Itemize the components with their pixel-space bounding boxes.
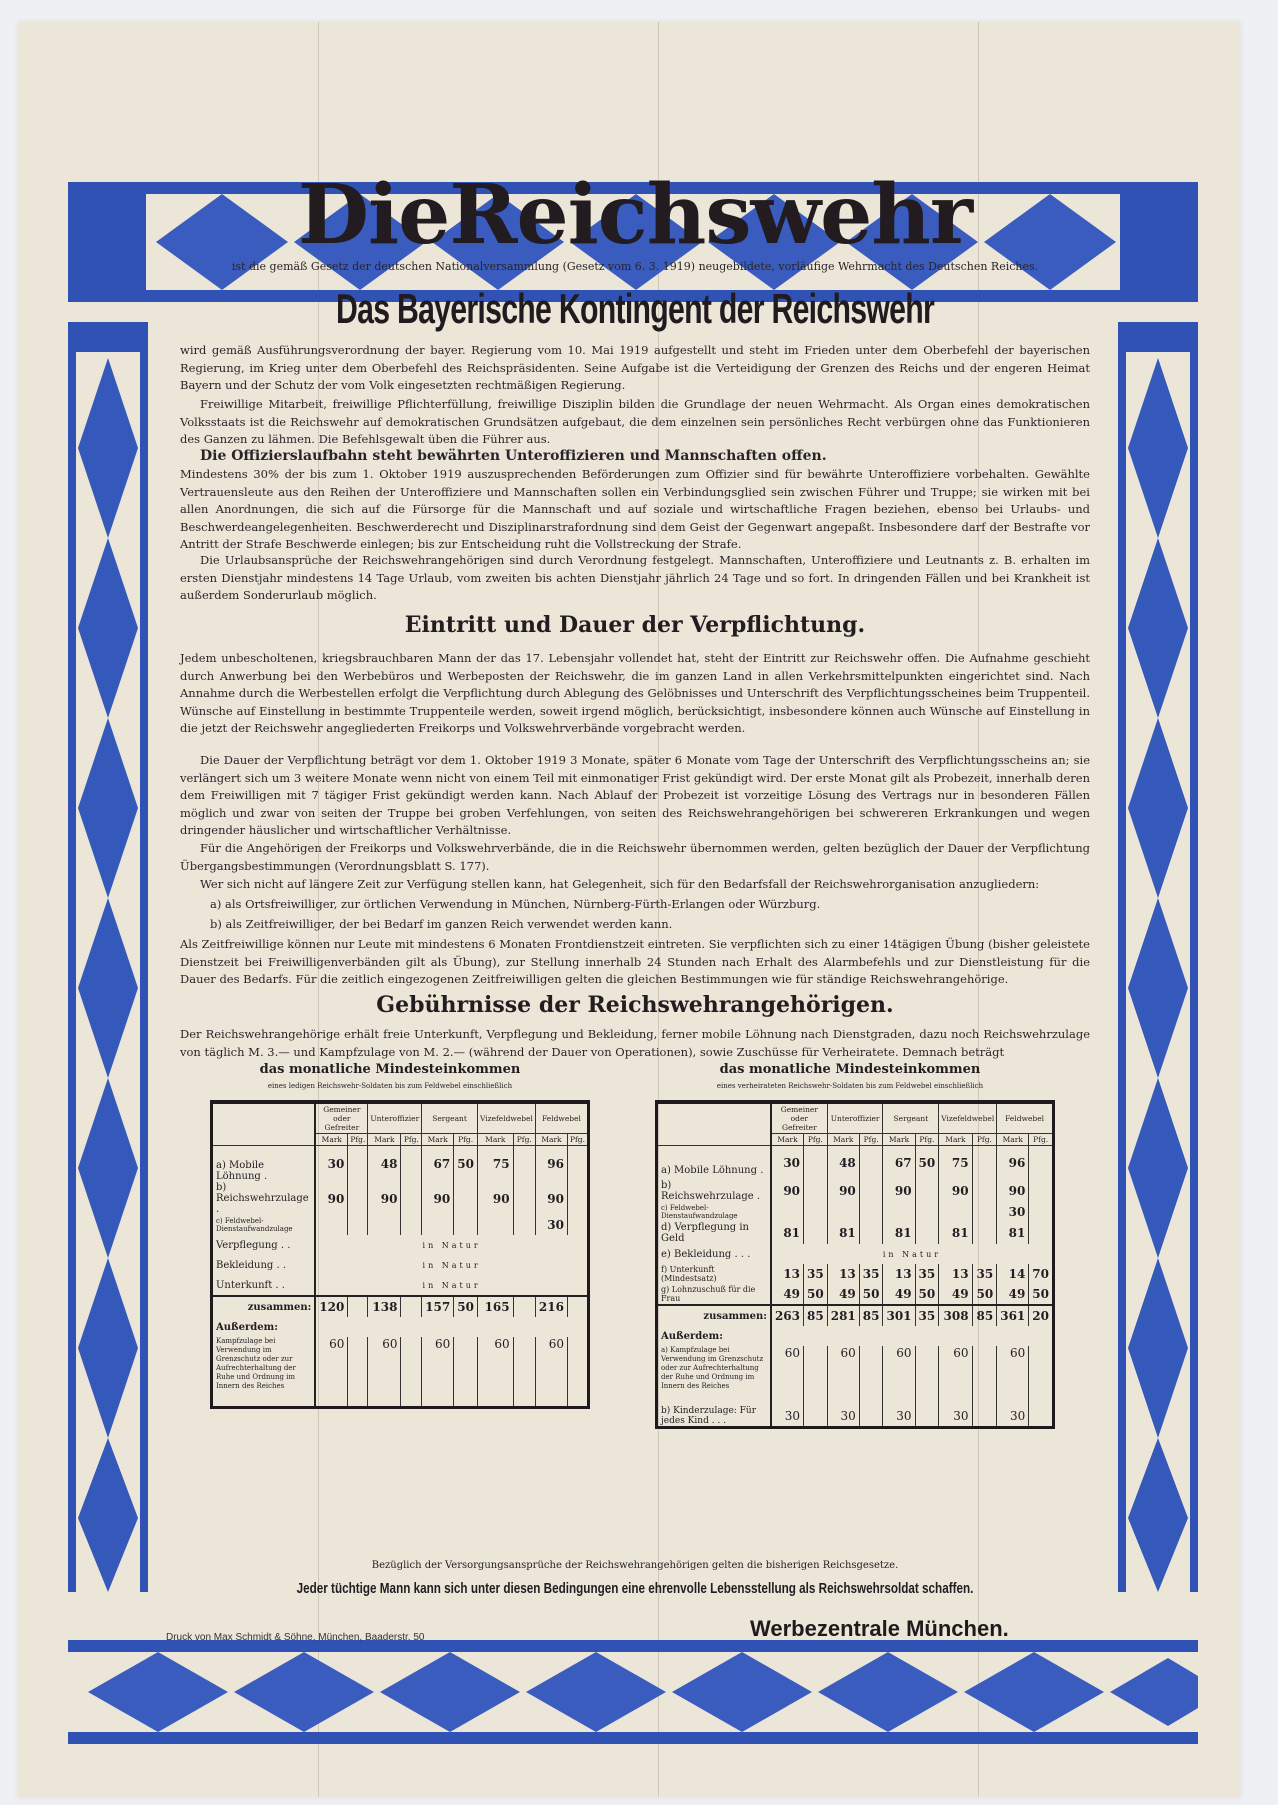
table-row: c) Feldwebel-Dienstaufwandzulage 30 [212, 1215, 589, 1235]
publisher-name: Werbezentrale München. [750, 1616, 1009, 1641]
table-row: Verpflegung . . in Natur [212, 1235, 589, 1255]
married-table-subtitle: eines verheirateten Reichswehr-Soldaten bis zum Feldwebel einschließlich [716, 1082, 984, 1090]
single-soldier-pay-table: Gemeiner oder Gefreiter Unteroffizier Sergeant Vizefeldwebel Feldwebel Mark Pfg. Mark Pfg. Mark Pfg. Mark Pfg. Mark Pfg. a) Mobile Löhnung . 30 48 67 50 75 96 b) Reichswehrzulage . 90 90 90 90 90 c) Feldwebel-Dienstaufwandzulage 30 Verpflegung . . in Natur Bekleidung . . in Natur Unterkunft . . in Natur zusammen: 120 138 157 50 165 216 Außerdem: Kampfzulage bei Verwendung im Grenzschutz oder zur Aufrechterhaltung der Ruhe und Ordnung im Innern des Reiches 60 60 60 60 60 [210, 1100, 590, 1409]
closing-slogan: Jeder tüchtige Mann kann sich unter diesen Bedingungen eine ehrenvolle Lebensstellung als Reichswehrsoldat schaffen. [296, 1580, 974, 1597]
table-row: b) Kinderzulage: Für jedes Kind . . . 30 30 30 30 30 [657, 1406, 1054, 1428]
section-heading-pay: Gebührnisse der Reichswehrangehörigen. [376, 992, 894, 1018]
pension-note: Bezüglich der Versorgungsansprüche der Reichswehrangehörigen gelten die bisherigen Reichsgesetze. [371, 1560, 899, 1571]
section-heading-entry: Eintritt und Dauer der Verpflichtung. [404, 612, 866, 638]
diamond-column-icon [68, 322, 148, 1592]
freiwillig-paragraph: Freiwillige Mitarbeit, freiwillige Pflichterfüllung, freiwillige Disziplin bilden die Grundlage der neuen Wehrmacht. Als Organ eines demokratischen Volksstaats ist die Reichswehr auf demokratischen Grundsätzen aufgebaut, die dem einzelnen sein persönliches Recht verbürgen ohne das Funktionieren des Ganzen zu lähmen. Die Befehlsgewalt üben die Führer aus. [180, 397, 1090, 446]
table-row: Kampfzulage bei Verwendung im Grenzschutz oder zur Aufrechterhaltung der Ruhe und Ordnung im Innern des Reiches 60 60 60 60 60 [212, 1337, 589, 1407]
poster-title: DieReichswehr [297, 167, 973, 263]
table-row: g) Lohnzuschuß für die Frau 49 50 49 50 49 50 49 50 49 50 [657, 1284, 1054, 1305]
left-border-band [68, 322, 148, 1592]
table-row: f) Unterkunft (Mindestsatz) 13 35 13 35 13 35 13 35 14 70 [657, 1264, 1054, 1284]
table-row: b) Reichswehrzulage . 90 90 90 90 90 [657, 1180, 1054, 1202]
table-row: b) Reichswehrzulage . 90 90 90 90 90 [212, 1182, 589, 1215]
single-table-title: das monatliche Mindesteinkommen [259, 1062, 521, 1077]
table-row: d) Verpflegung in Geld 81 81 81 81 81 [657, 1222, 1054, 1244]
freikorps-paragraph: Für die Angehörigen der Freikorps und Volkswehrverbände, die in die Reichswehr übernommen werden, gelten bezüglich der Dauer der Verpflichtung Übergangsbestimmungen (Verordnungsblatt S. 177). [180, 841, 1090, 873]
table-row: c) Feldwebel-Dienstaufwandzulage 30 [657, 1202, 1054, 1222]
diamond-column-icon [1118, 322, 1198, 1592]
total-row: zusammen: 263 85 281 85 301 35 308 85 361 20 [657, 1305, 1054, 1326]
standby-paragraph: Wer sich nicht auf längere Zeit zur Verfügung stellen kann, hat Gelegenheit, sich für den Bedarfsfall der Reichswehrorganisation anzugliedern: [200, 877, 1040, 891]
poster-headline: Das Bayerische Kontingent der Reichswehr [335, 285, 935, 332]
duration-paragraph: Die Dauer der Verpflichtung beträgt vor dem 1. Oktober 1919 3 Monate, später 6 Monate vom Tage der Unterschrift des Verpflichtungsscheins an; sie verlängert sich um 3 weitere Monate wenn nicht von einem Teil mit einmonatiger Frist gekündigt wird. Der erste Monat gilt als Probezeit, innerhalb deren dem Freiwilligen mit 7 tägiger Frist gekündigt werden kann. Nach Ablauf der Probezeit ist vorzeitige Lösung des Vertrags nur in besonderen Fällen möglich und zwar von seiten der Truppe bei groben Verfehlungen, von seiten des Reichswehrangehörigen bei schwereren Erkrankungen und wegen dringender häuslicher und wirtschaftlicher Verhältnisse. [180, 753, 1090, 837]
title-subline: ist die gemäß Gesetz der deutschen Nationalversammlung (Gesetz vom 6. 3. 1919) neugebildete, vorläufige Wehrmacht des Deutschen Reiches. [231, 260, 1039, 273]
right-border-band [1118, 322, 1198, 1592]
table-row: a) Kampfzulage bei Verwendung im Grenzschutz oder zur Aufrechterhaltung der Ruhe und Ordnung im Innern des Reiches 60 60 60 60 60 [657, 1346, 1054, 1406]
leave-paragraph: Die Urlaubsansprüche der Reichswehrangehörigen sind durch Verordnung festgelegt. Mannschaften, Unteroffiziere und Leutnants z. B. erhalten im ersten Dienstjahr mindestens 14 Tage Urlaub, vom zweiten bis achten Dienstjahr jährlich 24 Tage und so fort. In dringenden Fällen und bei Krankheit ist außerdem Sonderurlaub möglich. [180, 553, 1090, 602]
table-row: e) Bekleidung . . . in Natur [657, 1244, 1054, 1264]
single-table-subtitle: eines ledigen Reichswehr-Soldaten bis zum Feldwebel einschließlich [267, 1082, 513, 1090]
poster-content [166, 160, 1100, 1643]
bottom-border-band [68, 1632, 1198, 1752]
option-b: b) als Zeitfreiwilliger, der bei Bedarf im ganzen Reich verwendet werden kann. [210, 917, 673, 931]
married-soldier-pay-table: Gemeiner oder Gefreiter Unteroffizier Sergeant Vizefeldwebel Feldwebel Mark Pfg. Mark Pfg. Mark Pfg. Mark Pfg. Mark Pfg. a) Mobile Löhnung . 30 48 67 50 75 96 b) Reichswehrzulage . 90 90 90 90 90 c) Feldwebel-Dienstaufwandzulage 30 d) Verpflegung in Geld 81 81 81 81 81 e) Bekleidung . . . in Natur f) Unterkunft (Mindestsatz) 13 35 13 35 13 35 13 35 14 70 g) Lohnzuschuß für die Frau 49 50 49 50 49 50 49 50 49 50 zusammen: 263 85 281 85 301 35 308 85 361 20 Außerdem: a) Kampfzulage bei Verwendung im Grenzschutz oder zur Aufrechterhaltung der Ruhe und Ordnung im Innern des Reiches 60 60 60 60 60 b) Kinderzulage: Für jedes Kind . . . 30 30 30 30 30 [655, 1100, 1055, 1429]
table-row: a) Mobile Löhnung . 30 48 67 50 75 96 [212, 1146, 589, 1183]
officer-career-heading: Die Offizierslaufbahn steht bewährten Unteroffizieren und Mannschaften offen. [200, 448, 827, 464]
pay-paragraph: Der Reichswehrangehörige erhält freie Unterkunft, Verpflegung und Bekleidung, ferner mobile Löhnung nach Dienstgraden, dazu noch Reichswehrzulage von täglich M. 3.— und Kampfzulage von M. 2.— (während der Dauer von Operationen), sowie Zuschüsse für Verheiratete. Demnach beträgt [180, 1027, 1090, 1059]
zeitfreiwillige-paragraph: Als Zeitfreiwillige können nur Leute mit mindestens 6 Monaten Frontdienstzeit eintreten. Sie verpflichten sich zu einer 14tägigen Übung (bisher geleistete Dienstzeit bei Freiwilligenverbänden gilt als Übung), zur Stellung innerhalb 24 Stunden nach Erhalt des Alarmbefehls und zur Dienstleistung für die Dauer des Bedarfs. Für die zeitlich eingezogenen Zeitfreiwilligen gelten die gleichen Bestimmungen wie für ständige Reichswehrangehörige. [180, 937, 1090, 986]
married-table-title: das monatliche Mindesteinkommen [719, 1062, 981, 1077]
entry-paragraph: Jedem unbescholtenen, kriegsbrauchbaren Mann der das 17. Lebensjahr vollendet hat, steht der Eintritt zur Reichswehr offen. Die Aufnahme geschieht durch Anwerbung bei den Werbebüros und Werbeposten der Reichswehr, die im ganzen Land in allen Verkehrsmittelpunkten eingerichtet sind. Nach Annahme durch die Werbestellen erfolgt die Verpflichtung durch Ablegung des Gelöbnisses und Unterschrift des Verpflichtungsscheines beim Truppenteil. Wünsche auf Einstellung in bestimmte Truppenteile werden, soweit irgend möglich, berücksichtigt, insbesondere können auch Wünsche auf Einstellung in die jetzt der Reichswehr angegliederten Freikorps und Volkswehrverbände vorgebracht werden. [180, 651, 1090, 735]
table-row: Unterkunft . . in Natur [212, 1275, 589, 1296]
table-row: a) Mobile Löhnung . 30 48 67 50 75 96 [657, 1146, 1054, 1181]
total-row: zusammen: 120 138 157 50 165 216 [212, 1296, 589, 1317]
officer-paragraph: Mindestens 30% der bis zum 1. Oktober 1919 auszusprechenden Beförderungen zum Offizier sind für bewährte Unteroffiziere vorbehalten. Gewählte Vertrauensleute aus den Reihen der Unteroffiziere und Mannschaften sollen ein Verbindungsglied sein zwischen Führer und Truppe; sie wirken mit bei allen Anordnungen, die sich auf die Fürsorge für die Mannschaft und auf soziale und wirtschaftliche Fragen beziehen, ebenso bei Urlaubs- und Beschwerdeangelegenheiten. Beschwerderecht und Disziplinarstrafordnung sind dem Geist der Gegenwart angepaßt. Insbesondere darf der Bestrafte vor Antritt der Strafe Beschwerde einlegen; bis zur Entscheidung ruht die Vollstreckung der Strafe. [180, 467, 1090, 551]
table-row: Bekleidung . . in Natur [212, 1255, 589, 1275]
diamond-pattern-icon [68, 1632, 1198, 1752]
intro-paragraph: wird gemäß Ausführungsverordnung der bayer. Regierung vom 10. Mai 1919 aufgestellt und steht im Frieden unter dem Oberbefehl der bayerischen Regierung, im Krieg unter dem Oberbefehl des Reichspräsidenten. Seine Aufgabe ist die Verteidigung der Grenzen des Reichs und der engeren Heimat Bayern und der Schutz der vom Volk eingesetzten rechtmäßigen Regierung. [180, 343, 1090, 392]
printer-credit: Druck von Max Schmidt & Söhne, München, Baaderstr. 50 [166, 1632, 425, 1643]
option-a: a) als Ortsfreiwilliger, zur örtlichen Verwendung in München, Nürnberg-Fürth-Erlangen oder Würzburg. [210, 897, 821, 911]
